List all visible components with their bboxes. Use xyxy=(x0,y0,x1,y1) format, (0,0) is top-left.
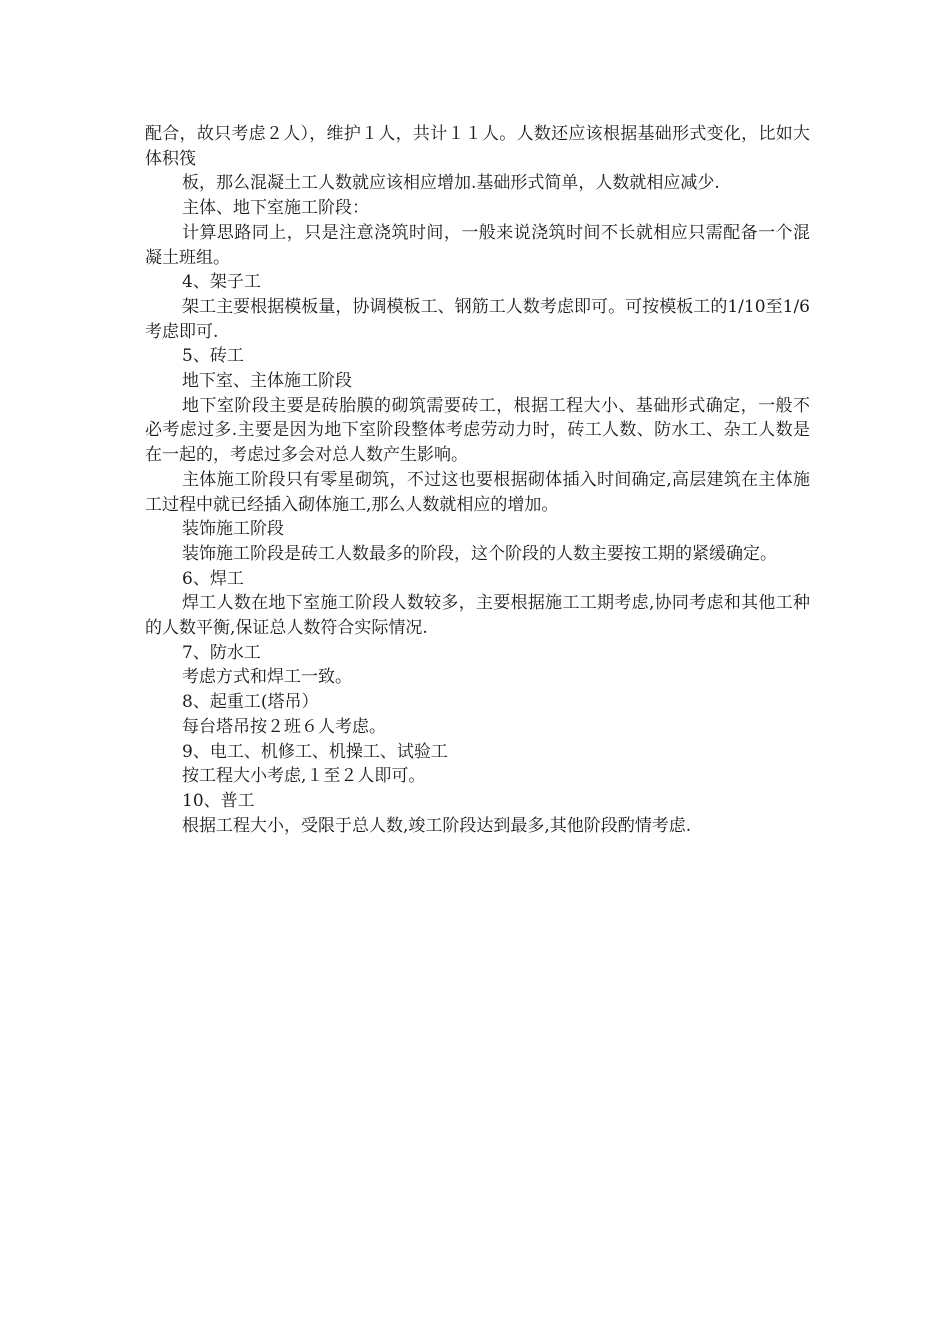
section-heading: 7、防水工 xyxy=(182,642,261,663)
section-heading: 5、砖工 xyxy=(182,346,244,367)
paragraph: 根据工程大小，受限于总人数,竣工阶段达到最多,其他阶段酌情考虑. xyxy=(182,815,692,836)
section-heading: 9、电工、机修工、机操工、试验工 xyxy=(182,741,448,762)
paragraph: 板，那么混凝土工人数就应该相应增加.基础形式简单，人数就相应减少. xyxy=(182,173,720,194)
paragraph: 地下室阶段主要是砖胎膜的砌筑需要砖工，根据工程大小、基础形式确定，一般不必考虑过多.主要是因为地下室阶段整体考虑劳动力时，砖工人数、防水工、杂工人数是在一起的，考虑过多会对总人数产生影响。 xyxy=(145,395,810,466)
section-heading: 装饰施工阶段 xyxy=(182,519,284,540)
paragraph: 焊工人数在地下室施工阶段人数较多，主要根据施工工期考虑,协同考虑和其他工种的人数平衡,保证总人数符合实际情况. xyxy=(145,593,810,639)
document-body xyxy=(145,122,810,838)
section-heading: 8、起重工(塔吊） xyxy=(182,692,319,713)
paragraph: 计算思路同上，只是注意浇筑时间，一般来说浇筑时间不长就相应只需配备一个混凝土班组。 xyxy=(145,222,810,268)
paragraph: 主体施工阶段只有零星砌筑，不过这也要根据砌体插入时间确定,高层建筑在主体施工过程中就已经插入砌体施工,那么人数就相应的增加。 xyxy=(145,469,810,515)
paragraph: 架工主要根据模板量，协调模板工、钢筋工人数考虑即可。可按模板工的1/10至1/6考虑即可. xyxy=(145,296,810,342)
paragraph: 考虑方式和焊工一致。 xyxy=(182,667,352,688)
paragraph: 每台塔吊按２班６人考虑。 xyxy=(182,716,386,737)
section-heading: 6、焊工 xyxy=(182,568,244,589)
paragraph: 按工程大小考虑,１至２人即可。 xyxy=(182,766,426,787)
section-heading: 10、普工 xyxy=(182,790,255,811)
section-heading: 地下室、主体施工阶段 xyxy=(182,371,352,392)
paragraph: 装饰施工阶段是砖工人数最多的阶段，这个阶段的人数主要按工期的紧缓确定。 xyxy=(182,543,777,564)
section-heading: 主体、地下室施工阶段： xyxy=(182,198,369,219)
section-heading: 4、架子工 xyxy=(182,272,261,293)
paragraph: 配合，故只考虑２人），维护１人，共计１１人。人数还应该根据基础形式变化，比如大体积筏 xyxy=(145,124,810,169)
